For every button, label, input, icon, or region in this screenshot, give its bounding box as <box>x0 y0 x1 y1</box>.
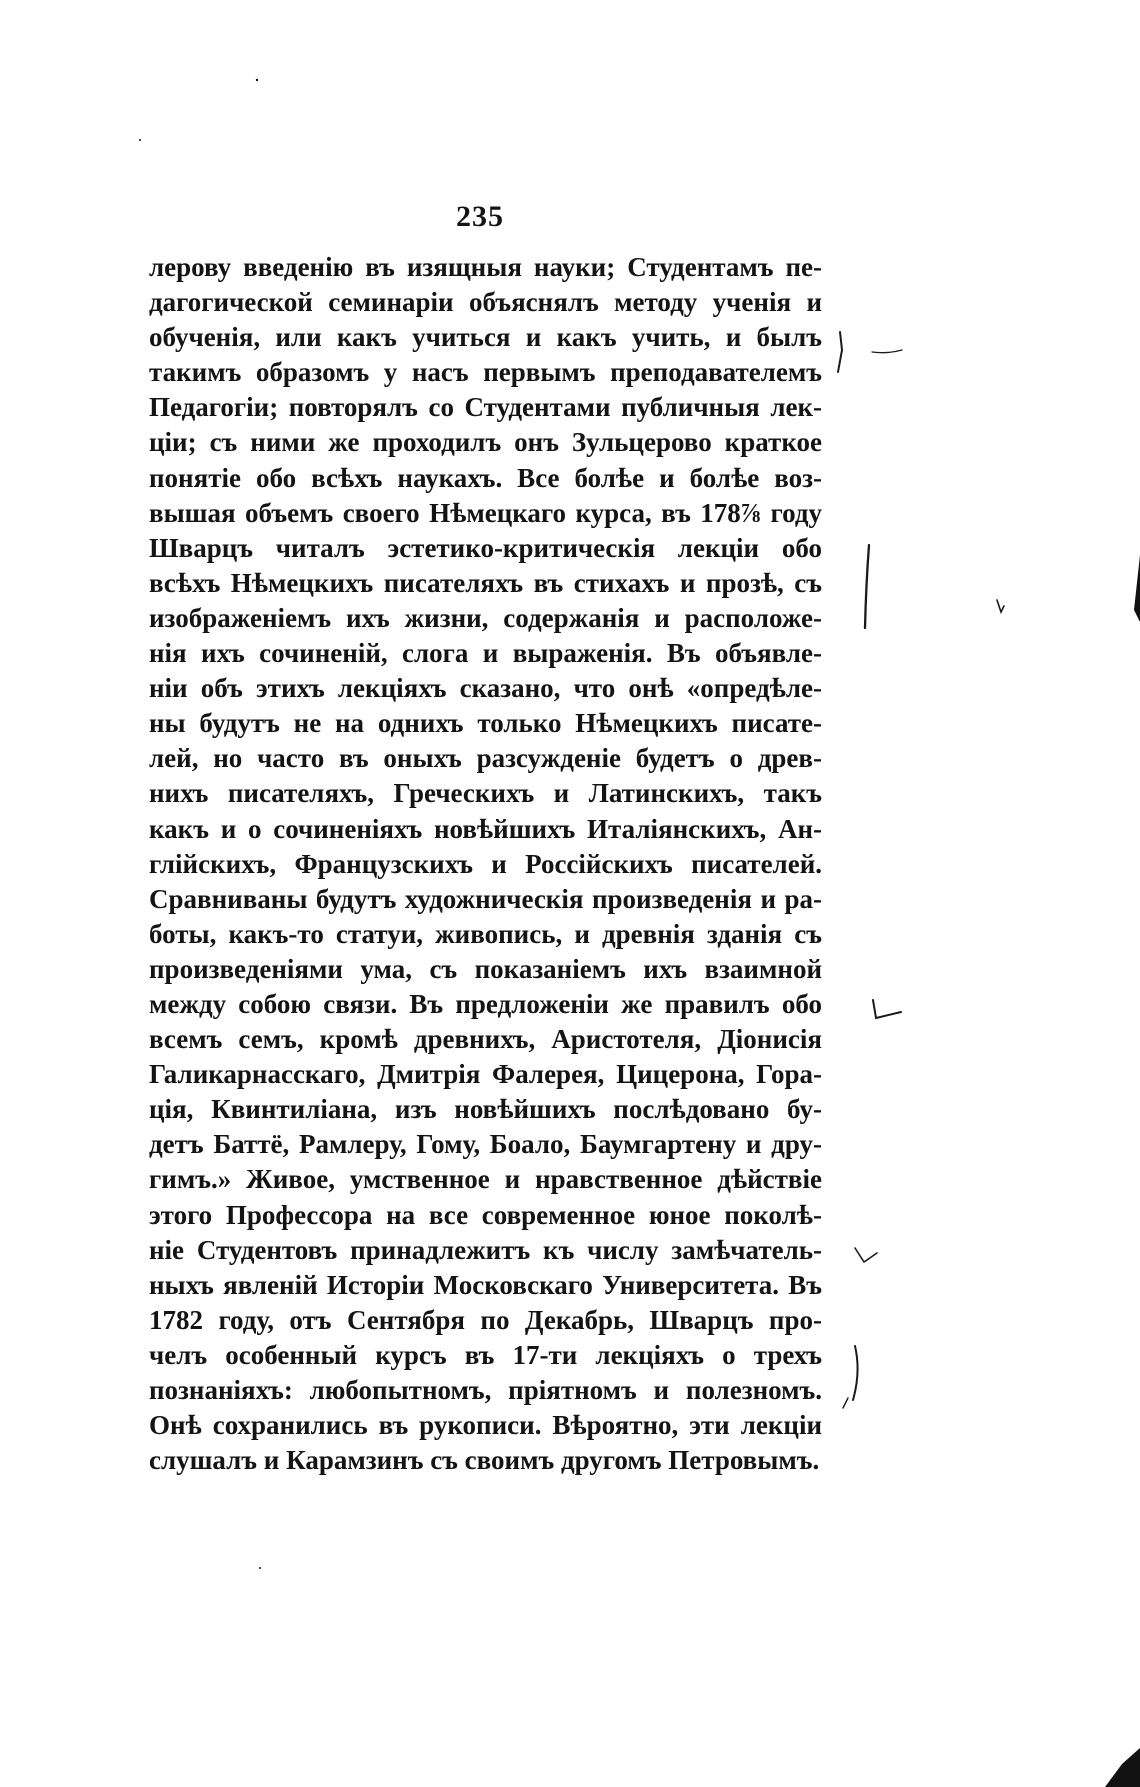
text-line: ныхъ явленій Исторіи Московскаго Университета. Въ <box>149 1269 822 1300</box>
text-line: такимъ образомъ у насъ первымъ преподавателемъ <box>149 357 822 388</box>
text-line: Онѣ сохранились въ рукописи. Вѣроятно, эти лекціи <box>149 1410 822 1441</box>
text-line: обученія, или какъ учиться и какъ учить, и былъ <box>149 322 822 353</box>
text-line: познаніяхъ: любопытномъ, пріятномъ и полезномъ. <box>149 1375 822 1405</box>
text-line: между собою связи. Въ предложеніи же правилъ обо <box>149 988 822 1019</box>
speck <box>256 79 258 81</box>
text-line: глійскихъ, Французскихъ и Россійскихъ писателей. <box>149 848 822 879</box>
text-line: Сравниваны будутъ художническія произведенія и ра- <box>149 883 822 914</box>
margin-mark-bracket <box>838 332 842 372</box>
margin-mark-dash <box>872 350 902 353</box>
text-line: всѣхъ Нѣмецкихъ писателяхъ въ стихахъ и прозѣ, съ <box>149 567 822 598</box>
margin-mark-dash <box>843 1398 848 1408</box>
text-line: нія ихъ сочиненій, слога и выраженія. Въ объявле- <box>149 638 822 669</box>
text-line: ніи объ этихъ лекціяхъ сказано, что онѣ «опредѣле- <box>149 673 822 704</box>
text-line: ція, Квинтиліана, изъ новѣйшихъ послѣдовано бу- <box>149 1094 822 1125</box>
margin-mark-bracket <box>853 1346 858 1400</box>
text-line: ціи; съ ними же проходилъ онъ Зульцерово краткое <box>149 427 822 458</box>
body-text <box>149 250 822 1478</box>
text-line: лерову введенію въ изящныя науки; Студентамъ пе- <box>149 252 822 282</box>
text-line: Педагогіи; повторялъ со Студентами публичныя лек- <box>149 392 822 423</box>
text-line: ны будутъ не на однихъ только Нѣмецкихъ писате- <box>149 708 822 739</box>
text-line: ніе Студентовъ принадлежитъ къ числу замѣчатель- <box>149 1234 822 1265</box>
text-line: понятіе обо всѣхъ наукахъ. Все болѣе и болѣе воз- <box>149 462 822 493</box>
text-line: слушалъ и Карамзинъ съ своимъ другомъ Петровымъ. <box>149 1445 820 1476</box>
text-line: вышая объемъ своего Нѣмецкаго курса, въ 178⅞ году <box>149 497 822 528</box>
text-line: челъ особенный курсъ въ 17-ти лекціяхъ о трехъ <box>149 1339 822 1370</box>
text-line: гимъ.» Живое, умственное и нравственное дѣйствіе <box>149 1164 822 1195</box>
speck <box>259 1567 261 1569</box>
text-line: 1782 году, отъ Сентября по Декабрь, Шварцъ про- <box>149 1304 822 1335</box>
text-line: изображеніемъ ихъ жизни, содержанія и расположе- <box>149 602 822 633</box>
page-number: 235 <box>456 200 504 233</box>
text-line: лей, но часто въ оныхъ разсужденіе будетъ о древ- <box>149 743 822 774</box>
text-line: детъ Баттё, Рамлеру, Гому, Боало, Баумгартену и дру- <box>149 1129 822 1160</box>
text-line: произведеніями ума, съ показаніемъ ихъ взаимной <box>149 953 822 984</box>
margin-mark-vertical-line <box>865 545 869 628</box>
margin-mark-tick <box>997 600 1004 612</box>
speck <box>139 139 141 141</box>
margin-mark-check <box>855 1248 877 1262</box>
text-line: Шварцъ читалъ эстетико-критическія лекціи обо <box>149 532 822 563</box>
text-line: всемъ семъ, кромѣ древнихъ, Аристотеля, Діонисія <box>149 1024 822 1055</box>
text-line: какъ и о сочиненіяхъ новѣйшихъ Италіянскихъ, Ан- <box>149 813 822 844</box>
edge-shadow-mark <box>1134 555 1140 622</box>
margin-mark-check <box>873 1000 901 1018</box>
edge-shadow-mark <box>1105 1748 1140 1787</box>
text-line: боты, какъ-то статуи, живопись, и древнія зданія съ <box>149 918 822 949</box>
text-line: Галикарнасскаго, Дмитрія Фалерея, Цицерона, Гора- <box>149 1059 822 1090</box>
text-line: дагогической семинаріи объяснялъ методу ученія и <box>149 287 822 318</box>
text-line: этого Профессора на все современное юное поколѣ- <box>149 1199 822 1230</box>
text-line: нихъ писателяхъ, Греческихъ и Латинскихъ, такъ <box>149 778 822 809</box>
